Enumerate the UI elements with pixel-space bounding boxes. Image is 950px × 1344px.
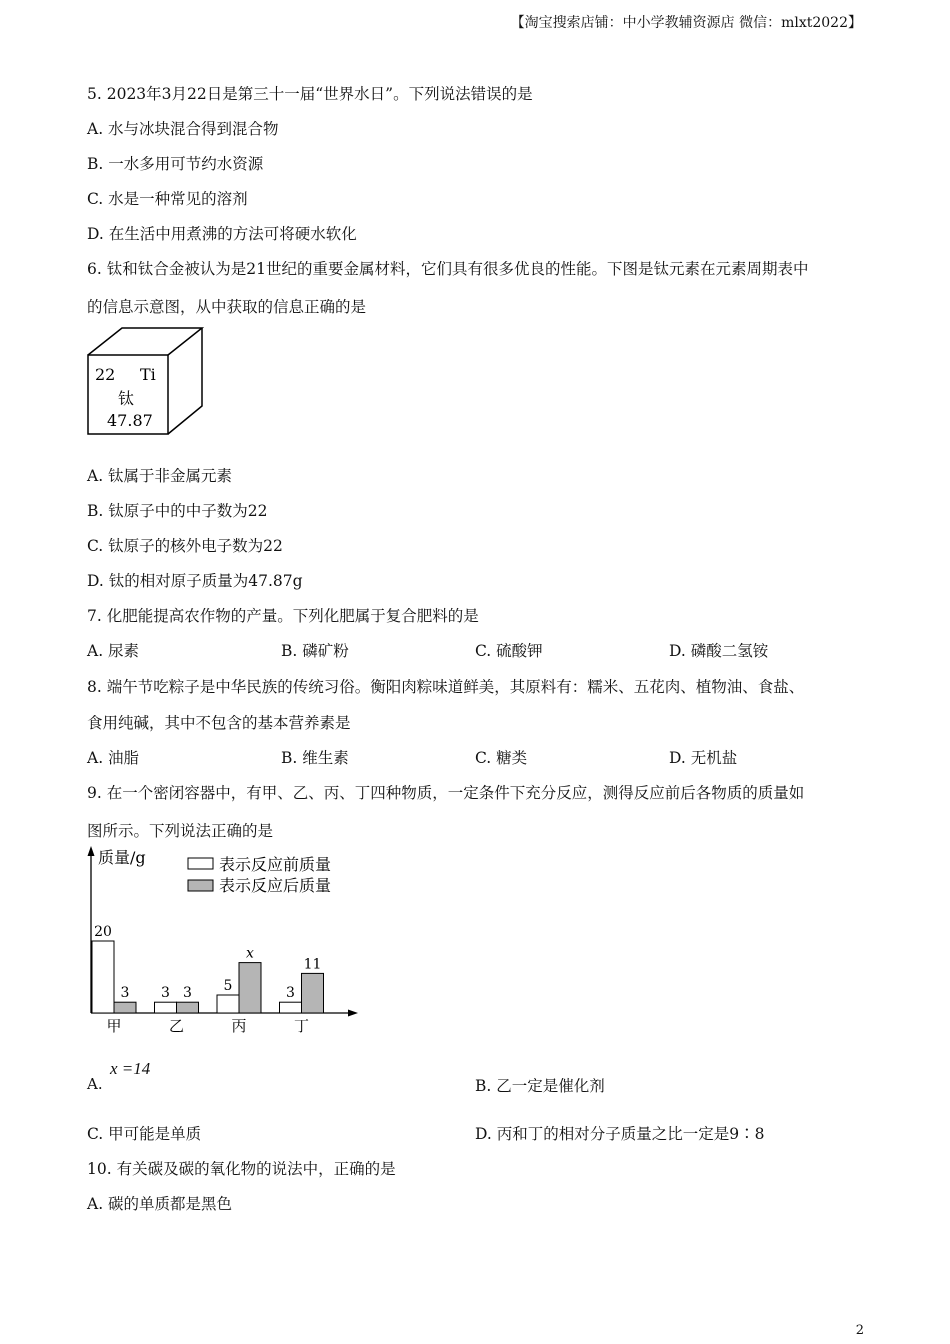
q7-stem: 7. 化肥能提高农作物的产量。下列化肥属于复合肥料的是 <box>87 607 479 625</box>
y-axis-arrow <box>88 846 95 856</box>
category-label-4: 丁 <box>293 1017 310 1035</box>
q8-stem-line1: 8. 端午节吃粽子是中华民族的传统习俗。衡阳肉粽味道鲜美，其原料有：糯米、五花肉、植物油、食盐、 <box>87 678 805 696</box>
legend-after-label: 表示反应后质量 <box>219 876 332 895</box>
q5-option-a: A. 水与冰块混合得到混合物 <box>87 120 279 138</box>
bar-label-before-3: 5 <box>223 978 233 994</box>
bar-after-4 <box>302 973 324 1013</box>
q9-option-d: D. 丙和丁的相对分子质量之比一定是9∶8 <box>475 1125 765 1143</box>
bar-after-3 <box>239 963 261 1013</box>
element-symbol: Ti <box>140 365 156 384</box>
bar-label-after-2: 3 <box>183 985 192 1002</box>
bar-after-2 <box>177 1002 199 1013</box>
q6-option-c: C. 钛原子的核外电子数为22 <box>87 537 283 555</box>
bar-before-1 <box>92 941 114 1013</box>
category-label-1: 甲 <box>106 1017 122 1035</box>
q5-stem: 5. 2023年3月22日是第三十一届“世界水日”。下列说法错误的是 <box>87 85 533 103</box>
x-axis-arrow <box>348 1010 358 1017</box>
legend-before-swatch <box>188 858 213 869</box>
page-header: 【淘宝搜索店铺：中小学教辅资源店 微信：mlxt2022】 <box>510 15 862 31</box>
q10-stem: 10. 有关碳及碳的氧化物的说法中，正确的是 <box>87 1160 396 1178</box>
bar-before-4 <box>280 1002 302 1013</box>
q8-stem-line2: 食用纯碱，其中不包含的基本营养素是 <box>87 714 351 732</box>
category-label-3: 丙 <box>231 1017 247 1035</box>
bar-label-before-1: 20 <box>94 924 112 940</box>
q7-option-d: D. 磷酸二氢铵 <box>669 642 769 660</box>
bar-after-1 <box>114 1002 136 1013</box>
q9-option-a-label: A. <box>87 1075 103 1093</box>
q9-stem-line1: 9. 在一个密闭容器中，有甲、乙、丙、丁四种物质，一定条件下充分反应，测得反应前后各物质的质量如 <box>87 784 805 802</box>
q5-option-b: B. 一水多用可节约水资源 <box>87 155 264 173</box>
q7-option-c: C. 硫酸钾 <box>475 642 543 660</box>
q7-option-b: B. 磷矿粉 <box>281 642 349 660</box>
element-cube-figure <box>84 324 208 438</box>
element-mass: 47.87 <box>107 411 153 430</box>
q6-option-d: D. 钛的相对原子质量为47.87g <box>87 572 303 590</box>
q8-option-d: D. 无机盐 <box>669 749 738 767</box>
q6-stem-line2: 的信息示意图，从中获取的信息正确的是 <box>87 298 367 316</box>
q6-option-b: B. 钛原子中的中子数为22 <box>87 502 268 520</box>
q8-option-a: A. 油脂 <box>87 749 140 767</box>
q9-option-b: B. 乙一定是催化剂 <box>475 1077 605 1095</box>
q5-option-d: D. 在生活中用煮沸的方法可将硬水软化 <box>87 225 357 243</box>
category-label-2: 乙 <box>168 1017 185 1035</box>
q5-option-c: C. 水是一种常见的溶剂 <box>87 190 248 208</box>
legend-before-label: 表示反应前质量 <box>219 855 332 874</box>
q10-option-a: A. 碳的单质都是黑色 <box>87 1195 233 1213</box>
legend-after-swatch <box>188 880 213 891</box>
q6-stem-line1: 6. 钛和钛合金被认为是21世纪的重要金属材料，它们具有很多优良的性能。下图是钛元素在元素周期表中 <box>87 260 809 278</box>
q8-option-b: B. 维生素 <box>281 749 349 767</box>
q9-stem-line2: 图所示。下列说法正确的是 <box>87 822 274 840</box>
bar-label-after-4: 11 <box>303 956 322 973</box>
element-number: 22 <box>95 365 116 384</box>
q9-option-c: C. 甲可能是单质 <box>87 1125 202 1143</box>
bar-label-before-2: 3 <box>161 985 170 1002</box>
q6-option-a: A. 钛属于非金属元素 <box>87 467 233 485</box>
bar-before-3 <box>217 995 239 1013</box>
q9-option-a-formula: x =14 <box>110 1059 151 1078</box>
mass-bar-chart <box>80 842 370 1042</box>
bar-label-before-4: 3 <box>286 985 295 1002</box>
bar-label-after-3: x <box>246 945 254 962</box>
q8-option-c: C. 糖类 <box>475 749 528 767</box>
bar-label-after-1: 3 <box>120 985 130 1002</box>
q7-option-a: A. 尿素 <box>87 642 140 660</box>
page-number: 2 <box>855 1323 864 1338</box>
element-name: 钛 <box>118 389 135 408</box>
bar-before-2 <box>155 1002 177 1013</box>
y-axis-label: 质量/g <box>98 848 146 867</box>
